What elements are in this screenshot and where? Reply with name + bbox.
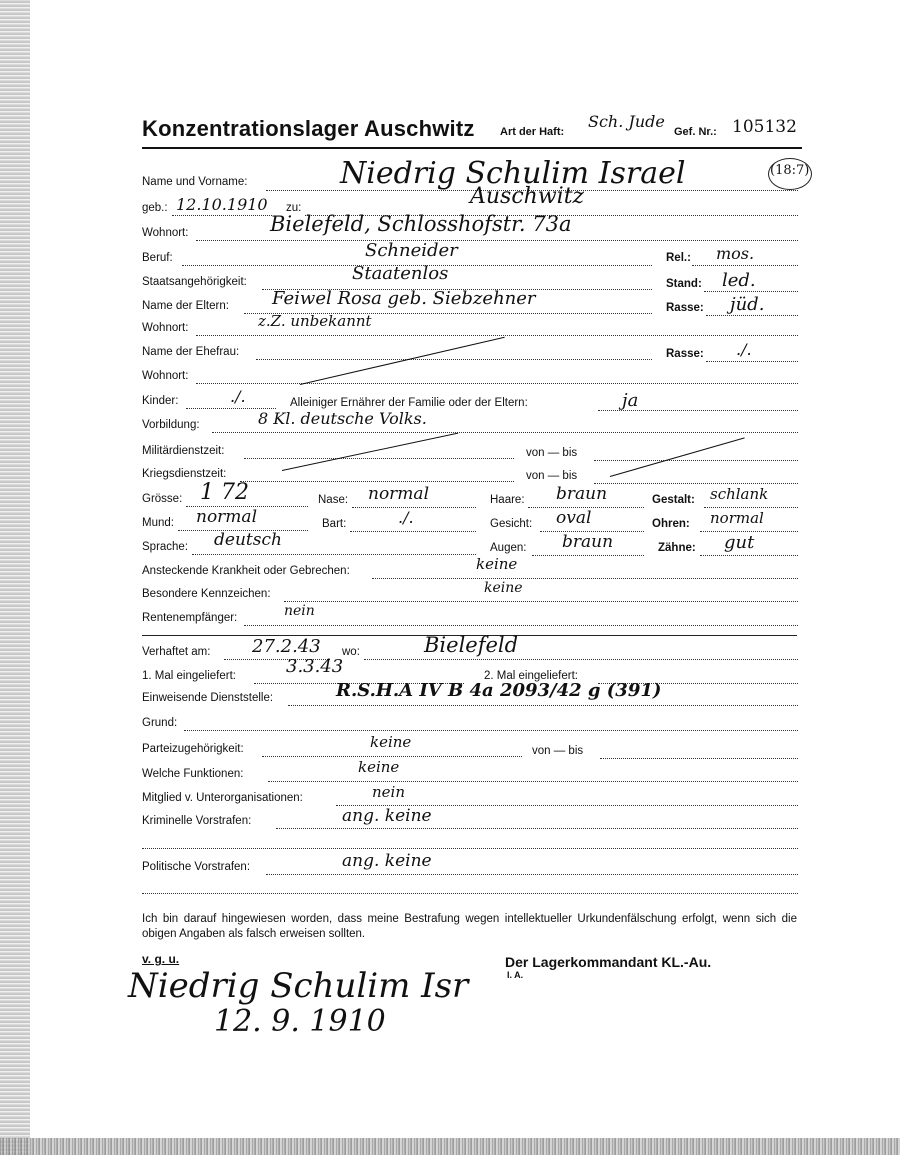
mal2-label: 2. Mal eingeliefert:: [484, 670, 578, 682]
krieg-von-bis-strike-line: [610, 437, 745, 477]
rente-label: Rentenempfänger:: [142, 612, 238, 624]
rel-line: [692, 265, 798, 266]
art-der-haft-label: Art der Haft:: [500, 126, 565, 138]
beruf-value: Schneider: [365, 240, 458, 261]
ernaehrer-label: Alleiniger Ernährer der Familie oder der Eltern:: [290, 397, 528, 409]
rel-value: mos.: [716, 244, 755, 263]
partei-von-bis-line: [600, 758, 798, 759]
gesicht-value: oval: [556, 508, 592, 528]
declaration-text: Ich bin darauf hingewiesen worden, dass meine Bestrafung wegen intellektueller Urkundenfälschung erfolgt, wenn sich die obigen Angaben als falsch erweisen sollten.: [142, 913, 797, 940]
stand-value: led.: [722, 270, 756, 291]
gef-nr-value: 105132: [732, 117, 797, 137]
geb-value: 12.10.1910: [176, 195, 268, 214]
vorbildung-line: [212, 432, 798, 433]
bart-label: Bart:: [322, 518, 347, 530]
verhaftet-value: 27.2.43: [252, 636, 321, 657]
wohnort2-line: [196, 335, 798, 336]
wohnort-label: Wohnort:: [142, 227, 189, 239]
zaehne-value: gut: [724, 532, 755, 553]
krieg-von-bis-line: [594, 483, 798, 484]
gestalt-label: Gestalt:: [652, 494, 695, 506]
politische-label: Politische Vorstrafen:: [142, 861, 251, 873]
rasse2-value: ./.: [736, 340, 752, 359]
ohren-label: Ohren:: [652, 518, 690, 530]
name-label: Name und Vorname:: [142, 176, 248, 188]
wo-line: [364, 659, 798, 660]
ia-label: I. A.: [507, 970, 524, 980]
groesse-value: 1 72: [200, 480, 249, 505]
bart-line: [350, 531, 476, 532]
gesicht-label: Gesicht:: [490, 518, 533, 530]
commandant-label: Der Lagerkommandant KL.-Au.: [505, 954, 712, 970]
politische-line: [266, 874, 798, 875]
krieg-strike-line: [282, 433, 458, 471]
funktionen-value: keine: [358, 758, 400, 776]
kennzeichen-value: keine: [484, 580, 523, 596]
kennzeichen-line: [284, 601, 798, 602]
nase-line: [352, 507, 476, 508]
wo-value: Bielefeld: [424, 633, 519, 657]
rel-label: Rel.:: [666, 252, 691, 264]
beruf-label: Beruf:: [142, 252, 173, 264]
wohnort-value: Bielefeld, Schlosshofstr. 73a: [270, 212, 572, 236]
krankheit-line: [372, 578, 798, 579]
politische-value: ang. keine: [342, 851, 432, 871]
dienststelle-value: R.S.H.A IV B 4a 2093/42 g (391): [336, 680, 662, 701]
partei-line: [262, 756, 522, 757]
rasse-line: [706, 315, 798, 316]
rasse-label: Rasse:: [666, 302, 704, 314]
vgu-label: v. g. u.: [142, 952, 180, 966]
wohnort3-label: Wohnort:: [142, 370, 189, 382]
kennzeichen-label: Besondere Kennzeichen:: [142, 588, 271, 600]
stand-label: Stand:: [666, 278, 702, 290]
grund-label: Grund:: [142, 717, 178, 729]
krieg-line: [240, 481, 514, 482]
mund-label: Mund:: [142, 517, 174, 529]
ernaehrer-value: ja: [622, 390, 639, 411]
rasse2-line: [706, 361, 798, 362]
rasse2-label: Rasse:: [666, 348, 704, 360]
sprache-line: [192, 554, 476, 555]
funktionen-line: [268, 781, 798, 782]
wohnort-line: [196, 240, 798, 241]
verhaftet-label: Verhaftet am:: [142, 646, 211, 658]
krankheit-label: Ansteckende Krankheit oder Gebrechen:: [142, 565, 350, 577]
geb-line: [172, 215, 272, 216]
gestalt-line: [704, 507, 798, 508]
eltern-value: Feiwel Rosa geb. Siebzehner: [272, 288, 536, 309]
zaehne-label: Zähne:: [658, 542, 696, 554]
haare-label: Haare:: [490, 494, 525, 506]
name-value: Niedrig Schulim Israel: [340, 156, 686, 191]
vorbildung-label: Vorbildung:: [142, 419, 200, 431]
sprache-label: Sprache:: [142, 541, 189, 553]
militaer-label: Militärdienstzeit:: [142, 445, 225, 457]
krieg-label: Kriegsdienstzeit:: [142, 468, 227, 480]
dienststelle-label: Einweisende Dienststelle:: [142, 692, 274, 704]
kriminelle-line-2: [142, 848, 798, 849]
ehefrau-line: [256, 359, 652, 360]
geb-label: geb.:: [142, 202, 168, 214]
funktionen-label: Welche Funktionen:: [142, 768, 244, 780]
kriminelle-value: ang. keine: [342, 806, 432, 826]
dienststelle-line: [288, 705, 798, 706]
augen-label: Augen:: [490, 542, 527, 554]
ehefrau-strike-line: [300, 337, 505, 385]
zu-label: zu:: [286, 202, 302, 214]
kinder-value: ./.: [230, 387, 246, 406]
partei-von-bis-label: von — bis: [532, 745, 584, 757]
header-rule: [142, 147, 802, 149]
mal1-value: 3.3.43: [286, 656, 344, 677]
militaer-von-bis-label: von — bis: [526, 447, 578, 459]
rasse-value: jüd.: [730, 294, 765, 315]
signature-date: 12. 9. 1910: [214, 1004, 386, 1039]
bart-value: ./.: [398, 508, 414, 527]
stand-line: [704, 291, 798, 292]
kriminelle-line: [276, 828, 798, 829]
staat-value: Staatenlos: [352, 263, 449, 284]
zaehne-line: [700, 555, 798, 556]
scan-edge-artifact: [0, 0, 30, 1155]
scan-bottom-artifact: [0, 1138, 900, 1155]
militaer-line: [244, 458, 514, 459]
staat-label: Staatsangehörigkeit:: [142, 276, 247, 288]
eltern-label: Name der Eltern:: [142, 300, 229, 312]
zu-value: Auschwitz: [470, 184, 585, 209]
grund-line: [184, 730, 798, 731]
augen-line: [532, 555, 644, 556]
mund-value: normal: [196, 507, 258, 527]
ehefrau-label: Name der Ehefrau:: [142, 346, 240, 358]
nase-value: normal: [368, 484, 430, 504]
mitglied-label: Mitglied v. Unterorganisationen:: [142, 792, 303, 804]
partei-value: keine: [370, 733, 412, 751]
form-header: [142, 112, 802, 148]
wohnort2-label: Wohnort:: [142, 322, 189, 334]
wo-label: wo:: [342, 646, 360, 658]
kinder-label: Kinder:: [142, 395, 179, 407]
politische-line-2: [142, 893, 798, 894]
wohnort3-line: [196, 383, 798, 384]
art-der-haft-value: Sch. Jude: [588, 112, 665, 131]
groesse-label: Grösse:: [142, 493, 183, 505]
wohnort2-value: z.Z. unbekannt: [258, 312, 372, 330]
rente-line: [244, 625, 798, 626]
rente-value: nein: [284, 603, 315, 619]
sprache-value: deutsch: [214, 530, 282, 550]
ohren-value: normal: [710, 509, 764, 527]
krieg-von-bis-label: von — bis: [526, 470, 578, 482]
mal1-label: 1. Mal eingeliefert:: [142, 670, 236, 682]
nase-label: Nase:: [318, 494, 349, 506]
form-title: Konzentrationslager Auschwitz: [142, 116, 475, 141]
stamp-number: (18:7): [770, 163, 810, 178]
prisoner-signature: Niedrig Schulim Isr: [128, 966, 469, 1006]
partei-label: Parteizugehörigkeit:: [142, 743, 244, 755]
gestalt-value: schlank: [710, 485, 769, 503]
krankheit-value: keine: [476, 555, 518, 573]
militaer-von-bis-line: [594, 460, 798, 461]
vorbildung-value: 8 Kl. deutsche Volks.: [258, 409, 427, 428]
kriminelle-label: Kriminelle Vorstrafen:: [142, 815, 252, 827]
haare-value: braun: [556, 484, 608, 504]
mitglied-value: nein: [372, 783, 405, 801]
augen-value: braun: [562, 532, 614, 552]
gef-nr-label: Gef. Nr.:: [674, 126, 717, 138]
